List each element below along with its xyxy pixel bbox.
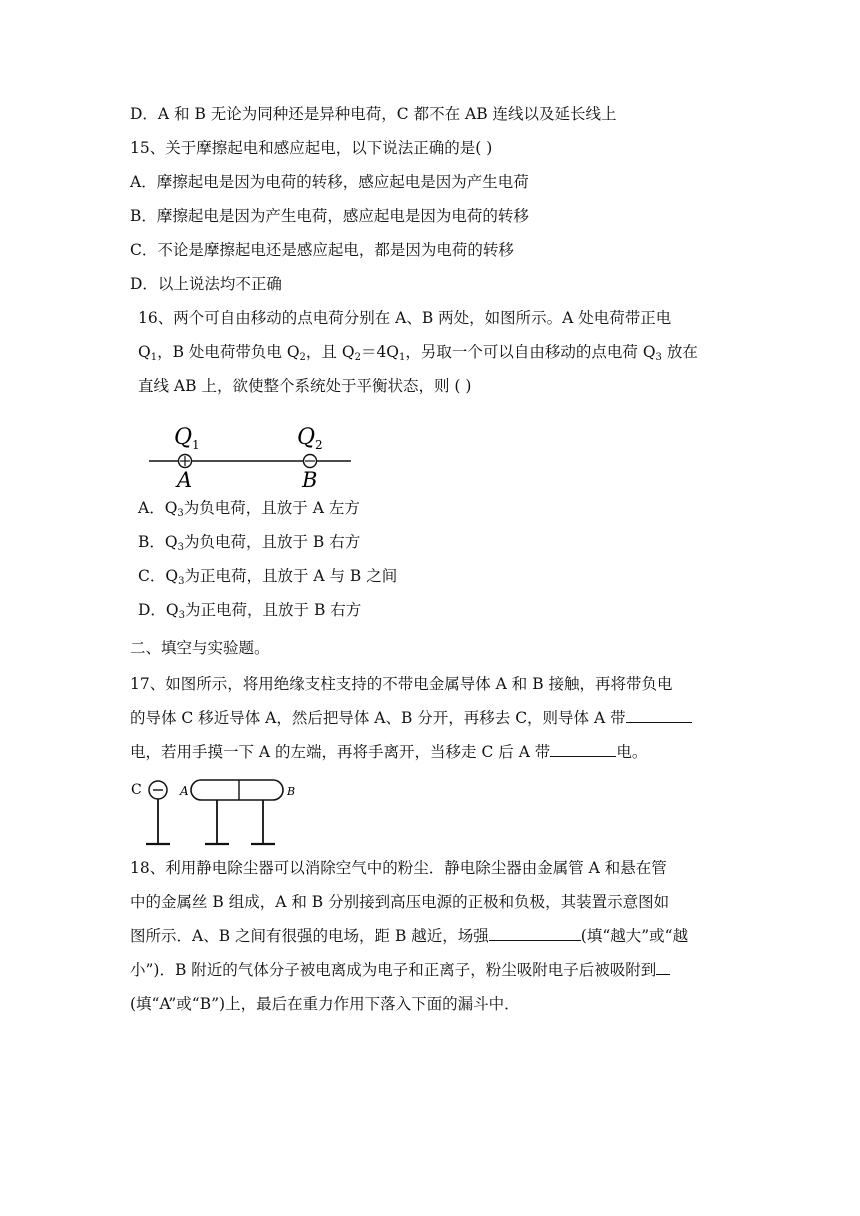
q15-option-b: B．摩擦起电是因为产生电荷，感应起电是因为电荷的转移: [130, 207, 529, 225]
q18-line-4: 小”)．B 附近的气体分子被电离成为电子和正离子，粉尘吸附电子后被吸附到: [130, 960, 670, 980]
q15-option-d: D．以上说法均不正确: [130, 275, 282, 293]
q16-option-d: D．$Q_3$为正电荷，且放于 B 右方: [138, 601, 362, 621]
q16-charge-diagram: [145, 418, 355, 492]
q1-label: $Q_1$: [174, 425, 200, 452]
q15-option-a: A．摩擦起电是因为电荷的转移，感应起电是因为产生电荷: [130, 173, 529, 191]
q17-blank-2[interactable]: [550, 742, 616, 757]
charge-q2-negative: [304, 455, 317, 468]
conductors-ab: [191, 780, 283, 800]
q17-line-1: 17、如图所示，将用绝缘支柱支持的不带电金属导体 A 和 B 接触，再将带负电: [130, 675, 673, 693]
q15-stem: 15、关于摩擦起电和感应起电，以下说法正确的是( ): [130, 139, 493, 157]
q17-line-2: 的导体 C 移近导体 A，然后把导体 A、B 分开，再移去 C，则导体 A 带: [130, 708, 692, 728]
q17-blank-1[interactable]: [626, 708, 692, 723]
q14-option-d: D．A 和 B 无论为同种还是异种电荷，C 都不在 AB 连线以及延长线上: [130, 105, 617, 123]
q18-line-3: 图所示．A、B 之间有很强的电场，距 B 越近，场强 (填“越大”或“越: [130, 927, 689, 945]
q15-option-c: C．不论是摩擦起电还是感应起电，都是因为电荷的转移: [130, 241, 514, 259]
q16-line-2: $Q_1$，B 处电荷带负电 $Q_2$，且 $Q_2=4Q_1$，另取一个可以自由移动的点电荷 $Q_3$ 放在: [138, 343, 698, 363]
q16-line-3: 直线 AB 上，欲使整个系统处于平衡状态，则 ( ): [138, 377, 472, 395]
q18-blank-2[interactable]: [656, 960, 670, 975]
q2-label: $Q_2$: [297, 425, 323, 452]
q16-option-a: A．$Q_3$为负电荷，且放于 A 左方: [138, 499, 360, 519]
q17-conductor-diagram: [128, 772, 298, 852]
q16-option-b: B．$Q_3$为负电荷，且放于 B 右方: [138, 533, 361, 553]
q17-line-3: 电，若用手摸一下 A 的左端，再将手离开，当移走 C 后 A 带 电。: [130, 743, 648, 761]
point-a-label: A: [177, 468, 193, 492]
c-label: C: [131, 782, 142, 798]
q18-blank-1[interactable]: [489, 926, 581, 941]
q16-option-c: C．$Q_3$为正电荷，且放于 A 与 B 之间: [138, 567, 398, 587]
charge-q1-positive: [179, 455, 192, 468]
q18-line-5: (填“A”或“B”)上，最后在重力作用下落入下面的漏斗中．: [130, 995, 520, 1013]
section-2-heading: 二、填空与实验题。: [130, 639, 270, 657]
q16-line-1: 16、两个可自由移动的点电荷分别在 A、B 两处，如图所示。A 处电荷带正电: [138, 309, 672, 327]
q18-line-1: 18、利用静电除尘器可以消除空气中的粉尘．静电除尘器由金属管 A 和悬在管: [130, 859, 667, 877]
q18-line-2: 中的金属丝 B 组成，A 和 B 分别接到高压电源的正极和负极，其装置示意图如: [130, 893, 670, 911]
point-b-label: B: [302, 468, 318, 492]
a-label: A: [180, 784, 189, 798]
b-label: B: [287, 785, 296, 798]
